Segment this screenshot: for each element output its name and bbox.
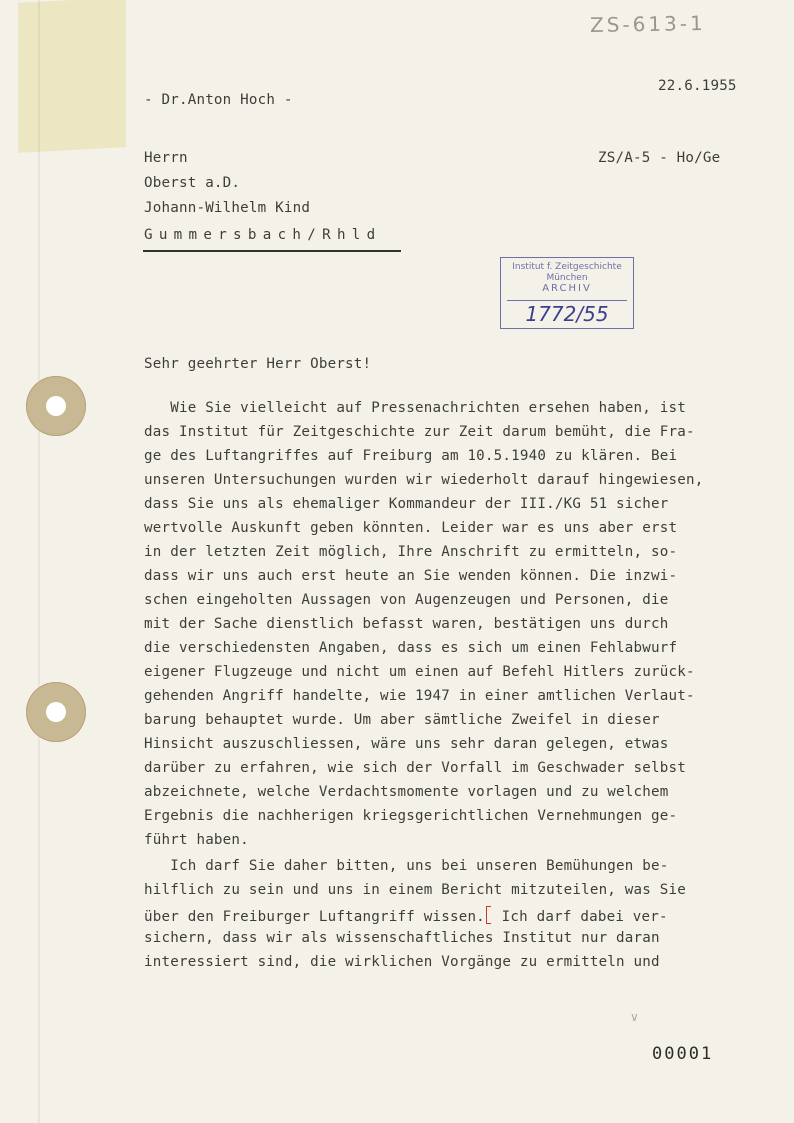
city-underline xyxy=(143,250,401,252)
body-line: wertvolle Auskunft geben könnten. Leider war es uns aber erst xyxy=(144,520,678,536)
body-line: darüber zu erfahren, wie sich der Vorfall im Geschwader selbst xyxy=(144,760,686,776)
recipient-city: Gummersbach/Rhld xyxy=(144,227,382,243)
body-line: schen eingeholten Aussagen von Augenzeugen und Personen, die xyxy=(144,592,669,608)
body-line-with-mark xyxy=(144,906,668,925)
paper-edge xyxy=(38,0,40,1123)
body-line: gehenden Angriff handelte, wie 1947 in einer amtlichen Verlaut- xyxy=(144,688,695,704)
stamp-city: München xyxy=(546,273,588,283)
body-line-part: über den Freiburger Luftangriff wissen. xyxy=(144,909,485,925)
body-line: das Institut für Zeitgeschichte zur Zeit darum bemüht, die Fra- xyxy=(144,424,695,440)
body-line: interessiert sind, die wirklichen Vorgänge zu ermitteln und xyxy=(144,954,660,970)
recipient-name: Johann-Wilhelm Kind xyxy=(144,200,311,216)
body-line: abzeichnete, welche Verdachtsmomente vorlagen und zu welchem xyxy=(144,784,669,800)
body-line: Ergebnis die nachherigen kriegsgerichtlichen Vernehmungen ge- xyxy=(144,808,678,824)
punch-hole-upper xyxy=(26,376,86,436)
stamp-number: 1772/55 xyxy=(525,302,609,326)
body-line: führt haben. xyxy=(144,832,249,848)
body-line-part: Ich darf dabei ver- xyxy=(492,909,668,925)
body-line: dass Sie uns als ehemaliger Kommandeur der III./KG 51 sicher xyxy=(144,496,669,512)
salutation: Sehr geehrter Herr Oberst! xyxy=(144,356,372,372)
recipient-salutation-line: Herrn xyxy=(144,150,188,166)
punch-hole-lower xyxy=(26,682,86,742)
body-line: sichern, dass wir als wissenschaftliches Institut nur daran xyxy=(144,930,660,946)
body-line: hilflich zu sein und uns in einem Bericht mitzuteilen, was Sie xyxy=(144,882,686,898)
body-line: Ich darf Sie daher bitten, uns bei unseren Bemühungen be- xyxy=(144,858,669,874)
adhesive-tape xyxy=(18,0,126,153)
recipient-rank: Oberst a.D. xyxy=(144,175,241,191)
body-line: Hinsicht auszuschliessen, wäre uns sehr daran gelegen, etwas xyxy=(144,736,669,752)
body-line: die verschiedensten Angaben, dass es sich um einen Fehlabwurf xyxy=(144,640,678,656)
page-number: 00001 xyxy=(652,1044,714,1064)
red-correction-mark xyxy=(486,906,491,924)
body-line: eigener Flugzeuge und nicht um einen auf Befehl Hitlers zurück- xyxy=(144,664,695,680)
body-line: ge des Luftangriffes auf Freiburg am 10.5.1940 zu klären. Bei xyxy=(144,448,678,464)
stamp-rule xyxy=(507,300,627,301)
body-line: in der letzten Zeit möglich, Ihre Anschrift zu ermitteln, so- xyxy=(144,544,678,560)
stamp-institute: Institut f. Zeitgeschichte xyxy=(512,262,622,272)
body-line: Wie Sie vielleicht auf Pressenachrichten ersehen haben, ist xyxy=(144,400,686,416)
archive-stamp xyxy=(500,257,634,329)
reference-code: ZS/A-5 - Ho/Ge xyxy=(598,150,721,166)
stamp-archive: ARCHIV xyxy=(542,283,592,294)
body-line: dass wir uns auch erst heute an Sie wenden können. Die inzwi- xyxy=(144,568,678,584)
sender-name: - Dr.Anton Hoch - xyxy=(144,92,293,108)
pencil-tick-mark: ∨ xyxy=(630,1010,639,1024)
body-line: unseren Untersuchungen wurden wir wiederholt darauf hingewiesen, xyxy=(144,472,704,488)
body-line: mit der Sache dienstlich befasst waren, bestätigen uns durch xyxy=(144,616,669,632)
archive-pencil-note: ZS-613-1 xyxy=(589,10,706,38)
letter-date: 22.6.1955 xyxy=(658,78,737,94)
body-line: barung behauptet wurde. Um aber sämtliche Zweifel in dieser xyxy=(144,712,660,728)
